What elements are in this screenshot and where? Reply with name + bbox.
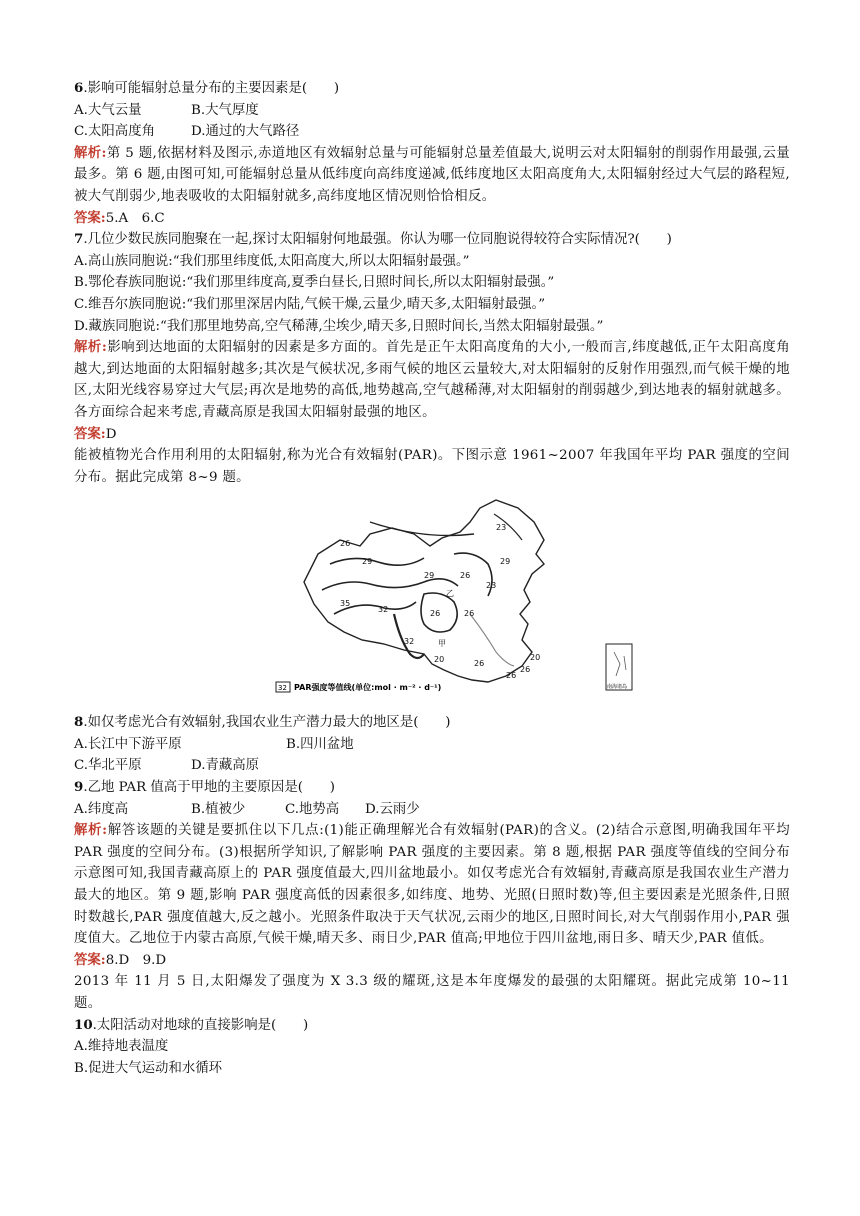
option-b: B.四川盆地: [286, 736, 354, 752]
option-b: B.促进大气运动和水循环: [74, 1060, 223, 1076]
option-d: D.青藏高原: [191, 758, 260, 774]
contour-label: 26: [474, 659, 485, 669]
contour-label: 32: [404, 637, 415, 647]
option-b: B.植被少: [191, 801, 246, 817]
legend-value: 32: [278, 684, 287, 693]
option-c: C.太阳高度角: [74, 124, 155, 140]
question-8-stem: 8.如仅考虑光合有效辐射,我国农业生产潜力最大的地区是( ): [74, 714, 451, 731]
option-b: B.鄂伦春族同胞说:“我们那里纬度高,夏季白昼长,日照时间长,所以太阳辐射最强。”: [74, 275, 555, 291]
option-a: A.高山族同胞说:“我们那里纬度低,太阳高度大,所以太阳辐射最强。”: [74, 253, 470, 269]
isoline: [370, 522, 474, 536]
question-9-stem: 9.乙地 PAR 值高于甲地的主要原因是( ): [74, 779, 335, 796]
par-map-figure: [74, 494, 790, 704]
question-9-options: [74, 799, 790, 821]
intro-8-9: 能被植物光合作用利用的太阳辐射,称为光合有效辐射(PAR)。下图示意 1961~2007 年我国年平均 PAR 强度的空间分布。据此完成第 8~9 题。: [74, 448, 790, 485]
option-d: D.藏族同胞说:“我们那里地势高,空气稀薄,尘埃少,晴天多,日照时间长,当然太阳辐射最强。”: [74, 318, 604, 334]
contour-label: 26: [506, 671, 517, 681]
option-d: D.云雨少: [365, 801, 420, 817]
contour-label: 23: [486, 581, 497, 591]
option-c: C.维吾尔族同胞说:“我们那里深居内陆,气候干燥,云量少,晴天多,太阳辐射最强。”: [74, 296, 546, 312]
china-par-map: [274, 494, 634, 704]
option-c: C.地势高: [285, 801, 340, 817]
contour-label: 29: [424, 571, 435, 581]
contour-label: 26: [464, 609, 475, 619]
question-8-options-row-1: [74, 734, 790, 756]
answer-8-9: 答案:8.D 9.D: [74, 951, 167, 968]
question-6-options-row-1: [74, 100, 790, 122]
question-6-options-row-2: [74, 121, 790, 143]
option-b: B.大气厚度: [191, 102, 259, 118]
question-10-stem: 10.太阳活动对地球的直接影响是( ): [74, 1016, 309, 1033]
explanation-5-6: 解析:第 5 题,依据材料及图示,赤道地区有效辐射总量与可能辐射总量差值最大,说明云对太阳辐射的削弱作用最强,云量最多。第 6 题,由图可知,可能辐射总量从低纬度向高纬度递减,低纬度地区太阳高度角大,太阳辐射经过大气层的路程短,被大气削弱少,地表吸收的太阳辐射就多,高纬度地区情况则恰恰相反。: [74, 144, 790, 204]
answer-7: 答案:D: [74, 425, 117, 442]
question-6-stem: 6.影响可能辐射总量分布的主要因素是( ): [74, 80, 340, 96]
question-7-stem: 7.几位少数民族同胞聚在一起,探讨太阳辐射何地最强。你认为哪一位同胞说得较符合实际情况?( ): [74, 231, 672, 248]
contour-label: 26: [340, 539, 351, 549]
contour-label: 29: [362, 557, 373, 567]
question-8-options-row-2: [74, 755, 790, 777]
option-d: D.通过的大气路径: [191, 124, 300, 140]
explanation-7: 解析:影响到达地面的太阳辐射的因素是多方面的。首先是正午太阳高度角的大小,一般而言,纬度越低,正午太阳高度角越大,到达地面的太阳辐射越多;其次是气候状况,多雨气候的地区云量较大,对太阳辐射的反射作用强烈,而气候干燥的地区,太阳光线容易穿过大气层;再次是地势的高低,地势越高,空气越稀薄,对太阳辐射的削弱越少,到达地表的辐射就越多。各方面综合起来考虑,青藏高原是我国太阳辐射最强的地区。: [74, 339, 790, 420]
intro-10-11: 2013 年 11 月 5 日,太阳爆发了强度为 X 3.3 级的耀斑,这是本年度爆发的最强的太阳耀斑。据此完成第 10~11 题。: [74, 974, 790, 1011]
isoline: [330, 558, 424, 565]
contour-labels: [340, 523, 540, 680]
contour-label: 20: [530, 653, 541, 663]
place-label-jia: 甲: [438, 639, 446, 649]
legend-text: PAR强度等值线(单位:mol · m⁻² · d⁻¹): [294, 683, 442, 693]
contour-label: 20: [434, 655, 445, 665]
contour-label: 26: [430, 609, 441, 619]
isoline: [322, 579, 458, 590]
option-c: C.华北平原: [74, 758, 142, 774]
option-a: A.大气云量: [74, 102, 142, 118]
option-a: A.维持地表温度: [74, 1039, 169, 1055]
contour-label: 23: [496, 523, 507, 533]
contour-label: 26: [520, 665, 531, 675]
answer-5-6: 答案:5.A 6.C: [74, 209, 165, 226]
document-page: [74, 78, 790, 1079]
place-label-yi: 乙: [446, 589, 454, 599]
contour-label: 35: [340, 599, 351, 609]
option-a: A.纬度高: [74, 801, 129, 817]
inset-caption: 南海诸岛: [607, 684, 628, 691]
contour-label: 29: [500, 557, 511, 567]
isoline: [394, 614, 424, 658]
option-a: A.长江中下游平原: [74, 736, 182, 752]
contour-label: 32: [378, 605, 389, 615]
contour-label: 26: [460, 571, 471, 581]
explanation-8-9: 解析:解答该题的关键是要抓住以下几点:(1)能正确理解光合有效辐射(PAR)的含义。(2)结合示意图,明确我国年平均 PAR 强度的空间分布。(3)根据所学知识,了解影响 PAR 强度的主要因素。第 8 题,根据 PAR 强度等值线的空间分布示意图可知,我国青藏高原上的 PAR 强度值最大,四川盆地最小。如仅考虑光合有效辐射,青藏高原是我国农业生产潜力最大的地区。第 9 题,影响 PAR 强度高低的因素很多,如纬度、地势、光照(日照时数)等,但主要因素是光照条件,日照时数越长,PAR 强度值越大,反之越小。光照条件取决于天气状况,云雨少的地区,日照时间长,对大气削弱作用小,PAR 强度值大。乙地位于内蒙古高原,气候干燥,晴天多、雨日少,PAR 值高;甲地位于四川盆地,雨日多、晴天少,PAR 值低。: [74, 822, 790, 947]
